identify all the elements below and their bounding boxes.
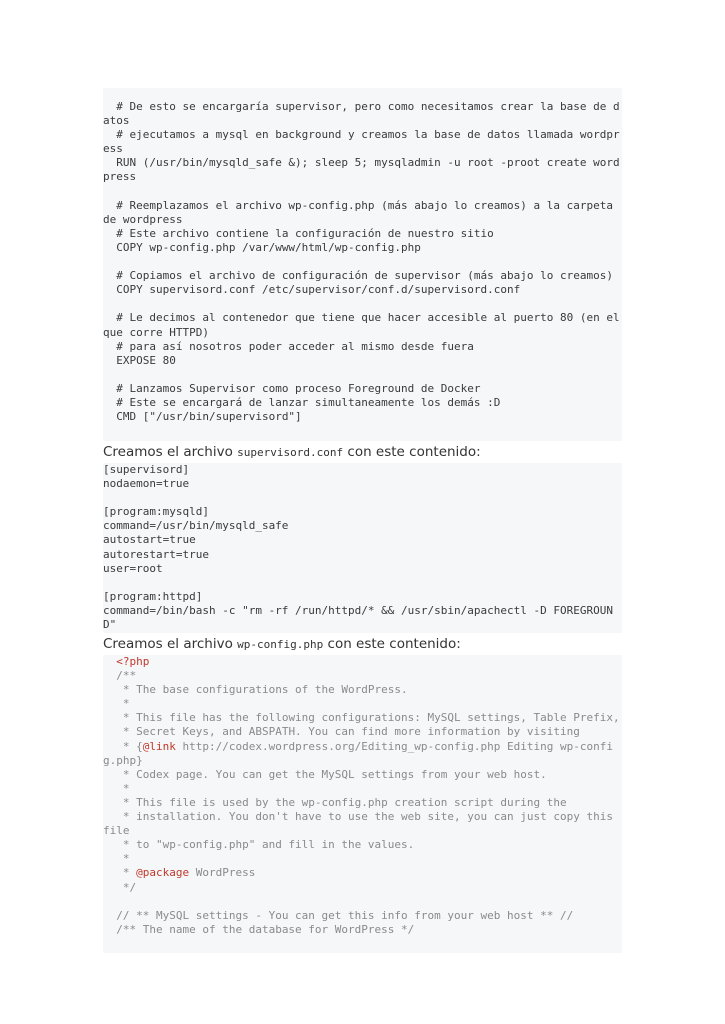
code-line: /** xyxy=(103,669,137,683)
php-open-line xyxy=(103,655,622,669)
dockerfile-code-block xyxy=(103,88,627,441)
code-line xyxy=(103,185,622,199)
code-line: [program:mysqld] xyxy=(103,505,209,519)
doc-tag: @package xyxy=(136,866,190,880)
code-line: * to "wp-config.php" and fill in the values. xyxy=(103,838,415,852)
code-line: autorestart=true xyxy=(103,547,209,561)
code-line: * xyxy=(103,852,130,866)
document-page xyxy=(103,88,627,953)
inline-filename: supervisord.conf xyxy=(237,446,344,459)
code-line: # De esto se encargaría supervisor, pero como necesitamos crear la base de datos xyxy=(103,100,620,128)
code-line xyxy=(103,895,622,909)
code-line: * Secret Keys, and ABSPATH. You can find more information by visiting xyxy=(103,725,580,739)
code-line: # Este se encargará de lanzar simultaneamente los demás :D xyxy=(103,395,501,409)
supervisord-intro-paragraph xyxy=(103,443,622,462)
code-line: CMD ["/usr/bin/supervisord"] xyxy=(103,410,302,424)
code-line: * Codex page. You can get the MySQL settings from your web host. xyxy=(103,767,547,781)
code-line: */ xyxy=(103,880,137,894)
inline-filename: wp-config.php xyxy=(237,638,324,651)
code-line xyxy=(103,255,622,269)
code-line: # para así nosotros poder acceder al mismo desde fuera xyxy=(103,339,474,353)
code-line: # ejecutamos a mysql en background y creamos la base de datos llamada wordpress xyxy=(103,128,620,156)
intro-text-after: con este contenido: xyxy=(323,636,461,652)
code-line: * {@link http://codex.wordpress.org/Editing_wp-config.php Editing wp-config.php} xyxy=(103,739,613,767)
code-line xyxy=(103,368,622,382)
code-line: autostart=true xyxy=(103,533,196,547)
wpconfig-code-block xyxy=(103,655,622,953)
code-line: # Le decimos al contenedor que tiene que hacer accesible al puerto 80 (en el que corre HTTPD) xyxy=(103,311,627,339)
code-line: EXPOSE 80 xyxy=(103,353,176,367)
code-line: RUN (/usr/bin/mysqld_safe &); sleep 5; mysqladmin -u root -proot create wordpress xyxy=(103,156,620,184)
code-line: # Copiamos el archivo de configuración de supervisor (más abajo lo creamos) xyxy=(103,269,613,283)
code-line: # Lanzamos Supervisor como proceso Foreground de Docker xyxy=(103,381,481,395)
php-open-tag: <?php xyxy=(116,655,150,668)
code-line: * The base configurations of the WordPress. xyxy=(103,683,408,697)
intro-text-before: Creamos el archivo xyxy=(103,444,238,460)
code-line: command=/bin/bash -c "rm -rf /run/httpd/* && /usr/sbin/apachectl -D FOREGROUND" xyxy=(103,603,613,632)
code-line: [program:httpd] xyxy=(103,589,203,603)
code-line: COPY wp-config.php /var/www/html/wp-config.php xyxy=(103,240,421,254)
code-line xyxy=(103,491,622,505)
code-line: [supervisord] xyxy=(103,463,190,476)
code-line: * This file is used by the wp-config.php creation script during the xyxy=(103,795,567,809)
code-line: # Este archivo contiene la configuración de nuestro sitio xyxy=(103,226,494,240)
code-line: /** The name of the database for WordPress */ xyxy=(103,922,415,936)
code-line: user=root xyxy=(103,561,163,575)
code-line: * This file has the following configurations: MySQL settings, Table Prefix, xyxy=(103,711,620,725)
wpconfig-intro-paragraph xyxy=(103,635,622,654)
code-line: * installation. You don't have to use the web site, you can just copy this file xyxy=(103,810,620,838)
code-line: # Reemplazamos el archivo wp-config.php (más abajo lo creamos) a la carpeta de wordpress xyxy=(103,198,620,226)
code-line: * @package WordPress xyxy=(103,866,256,880)
code-line xyxy=(103,576,622,590)
supervisord-code-block xyxy=(103,463,622,633)
code-line: * xyxy=(103,781,130,795)
code-line: * xyxy=(103,697,130,711)
code-line: // ** MySQL settings - You can get this info from your web host ** // xyxy=(103,908,574,922)
code-line: command=/usr/bin/mysqld_safe xyxy=(103,519,289,533)
code-line: COPY supervisord.conf /etc/supervisor/conf.d/supervisord.conf xyxy=(103,283,521,297)
doc-tag: @link xyxy=(142,739,176,753)
code-line: nodaemon=true xyxy=(103,477,190,491)
intro-text-after: con este contenido: xyxy=(343,444,481,460)
intro-text-before: Creamos el archivo xyxy=(103,636,238,652)
code-line xyxy=(103,297,622,311)
